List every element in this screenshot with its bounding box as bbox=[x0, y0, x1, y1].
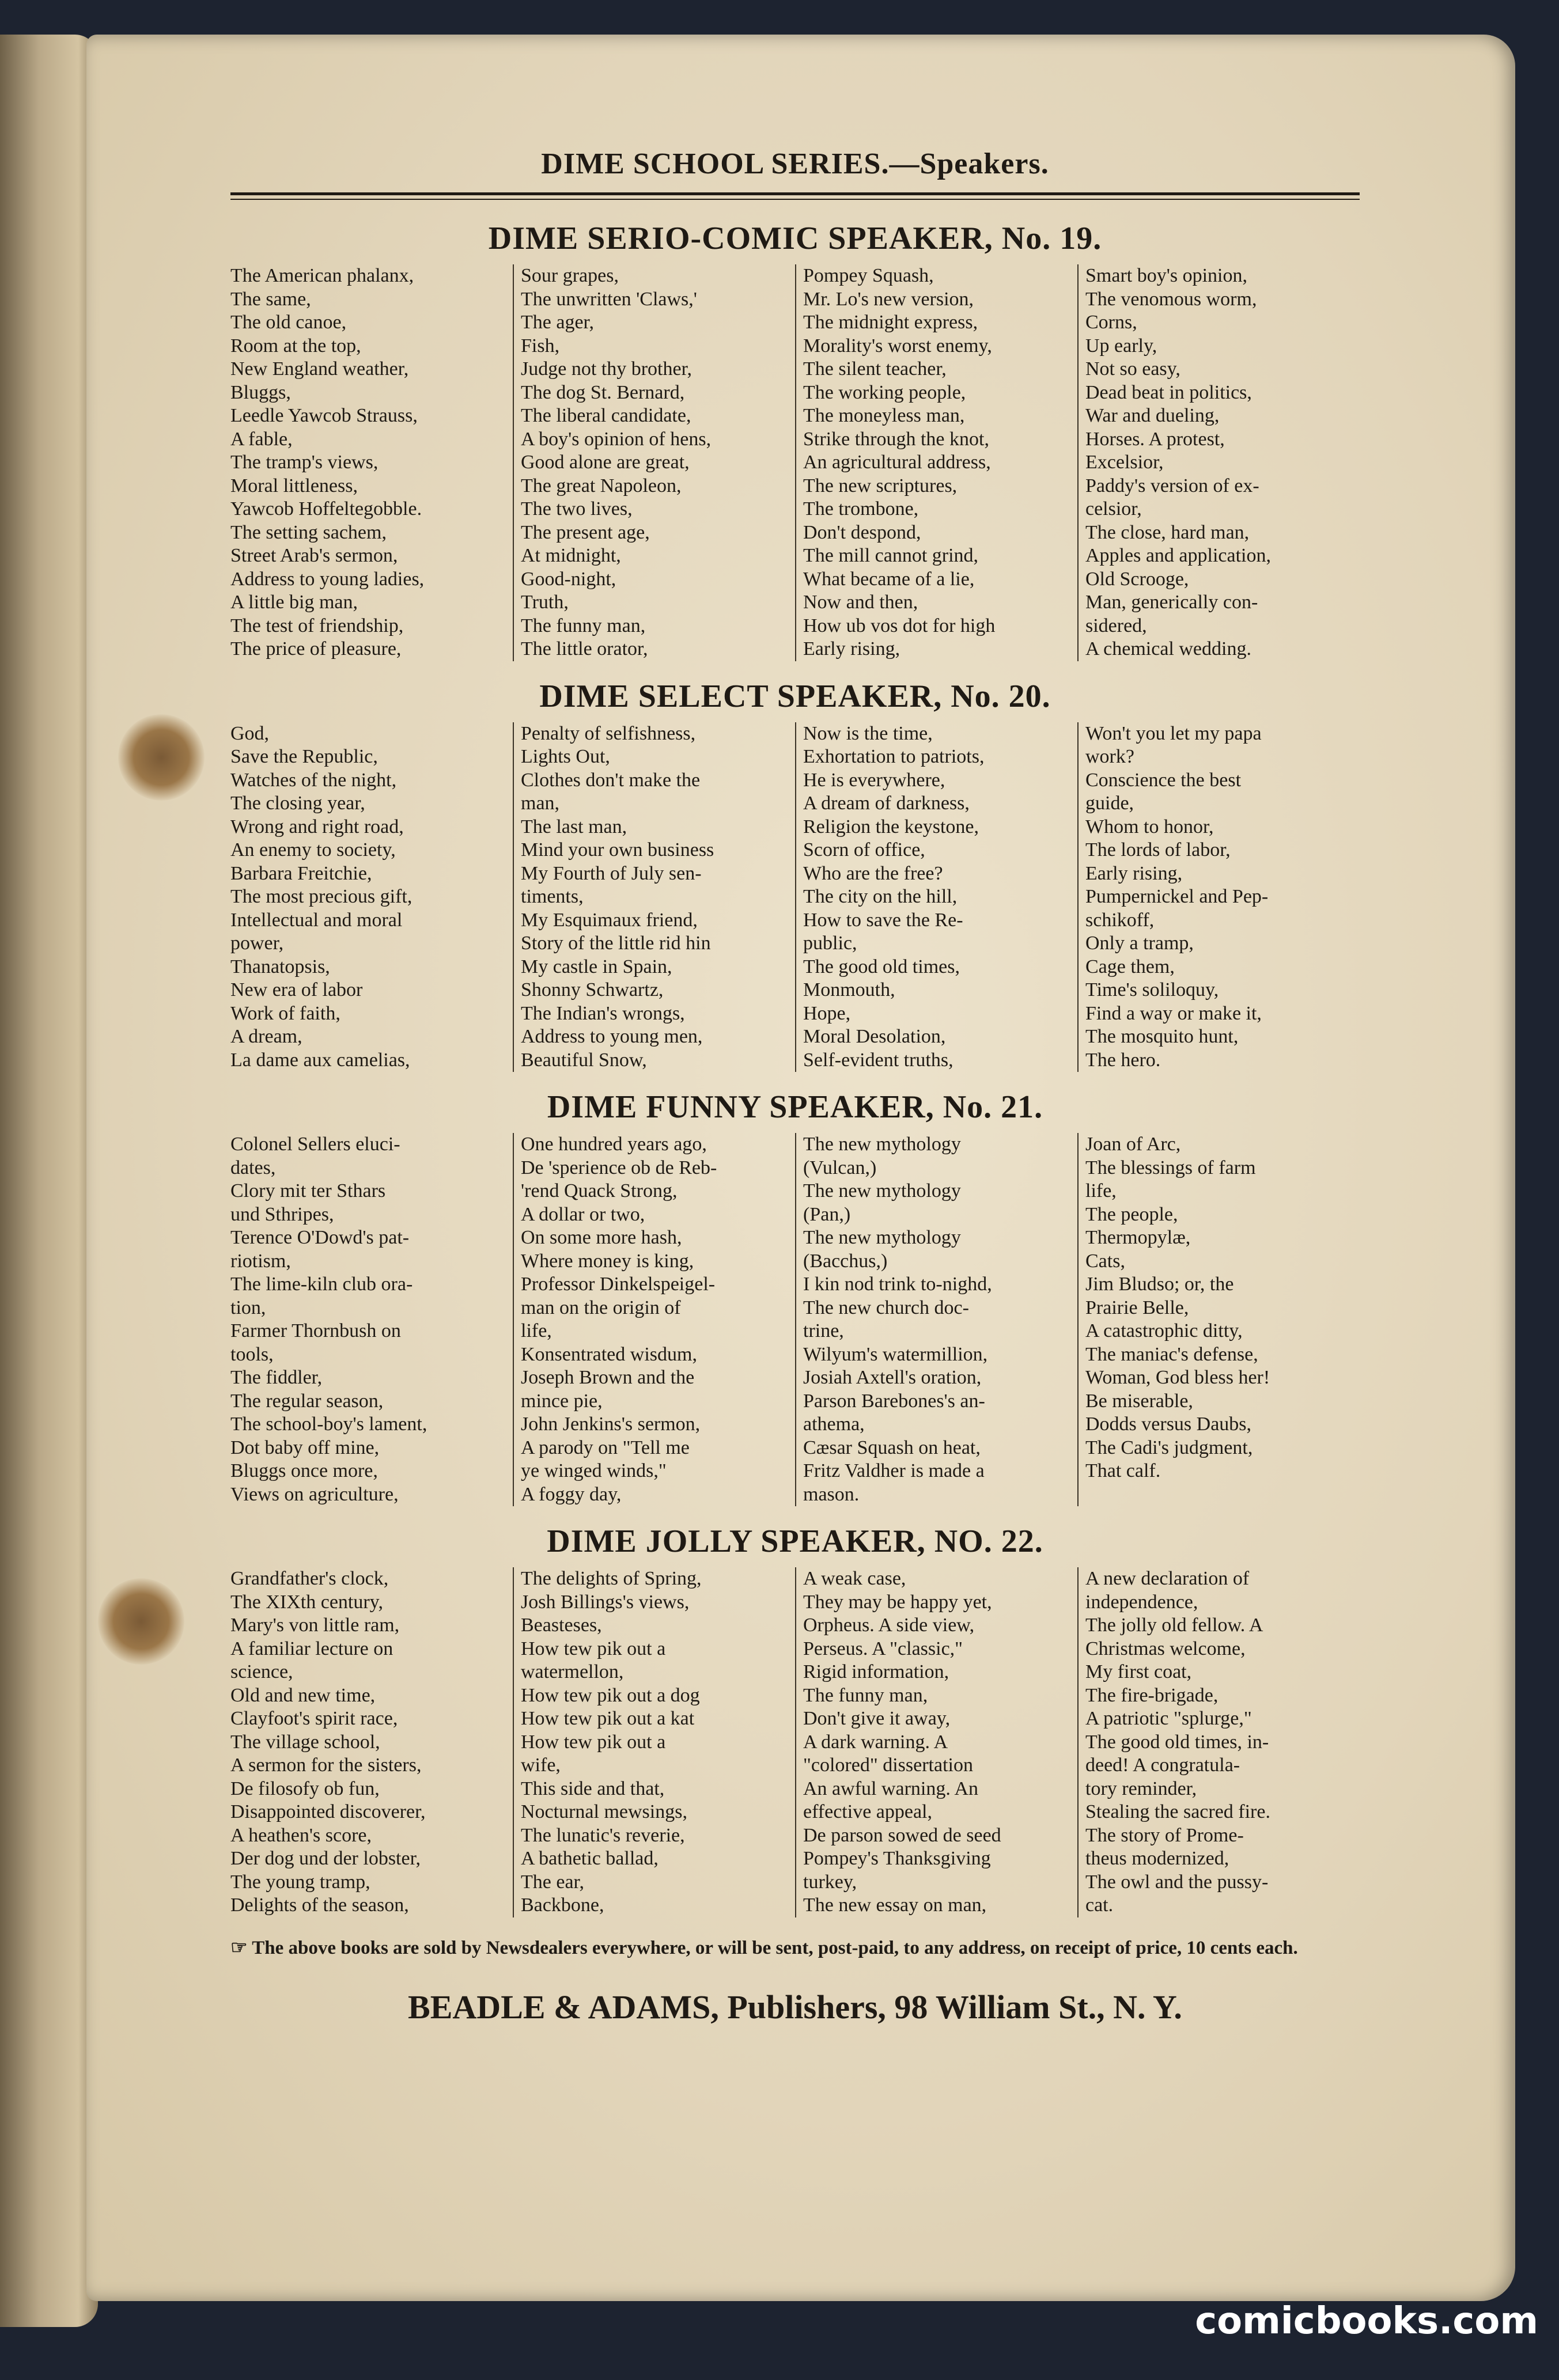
contents-entry: The mosquito hunt, bbox=[1085, 1026, 1239, 1047]
contents-entry: Early rising, bbox=[1085, 862, 1183, 884]
series-header: DIME SCHOOL SERIES.—Speakers. bbox=[541, 147, 1049, 180]
contents-entry: Clayfoot's spirit race, bbox=[230, 1708, 398, 1729]
contents-entry: The trombone, bbox=[803, 498, 919, 520]
contents-entry: Colonel Sellers eluci- bbox=[230, 1134, 400, 1155]
contents-entry: cat. bbox=[1085, 1894, 1114, 1916]
contents-entry: athema, bbox=[803, 1413, 865, 1435]
contents-entry: Good alone are great, bbox=[521, 452, 690, 473]
contents-entry: My castle in Spain, bbox=[521, 956, 672, 977]
contents-entry: Moral littleness, bbox=[230, 475, 358, 497]
contents-entry: Mind your own business bbox=[521, 839, 714, 861]
contents-entry: The American phalanx, bbox=[230, 265, 414, 286]
contents-entry: mason. bbox=[803, 1483, 860, 1505]
contents-entry: A heathen's score, bbox=[230, 1824, 372, 1846]
contents-entry: Find a way or make it, bbox=[1085, 1002, 1262, 1024]
contents-entry: A foggy day, bbox=[521, 1483, 622, 1505]
contents-entry: God, bbox=[230, 722, 270, 744]
contents-entry: How tew pik out a bbox=[521, 1731, 666, 1753]
contents-entry: Josiah Axtell's oration, bbox=[803, 1367, 982, 1388]
contents-entry: That calf. bbox=[1085, 1460, 1161, 1481]
contents-entry: Perseus. A "classic," bbox=[803, 1638, 963, 1659]
contents-entry: The venomous worm, bbox=[1085, 288, 1257, 310]
contents-entry: Dodds versus Daubs, bbox=[1085, 1413, 1252, 1435]
contents-entry: The hero. bbox=[1085, 1049, 1161, 1071]
contents-entry: The young tramp, bbox=[230, 1871, 370, 1893]
contents-entry: Moral Desolation, bbox=[803, 1026, 946, 1047]
contents-entry: The working people, bbox=[803, 381, 966, 403]
contents-entry: The new mythology bbox=[803, 1180, 961, 1202]
contents-entry: The regular season, bbox=[230, 1390, 384, 1412]
contents-entry: The ager, bbox=[521, 312, 595, 333]
contents-entry: Dot baby off mine, bbox=[230, 1437, 380, 1458]
contents-columns bbox=[230, 722, 1360, 1072]
contents-entry: "colored" dissertation bbox=[803, 1754, 973, 1776]
contents-entry: Not so easy, bbox=[1085, 358, 1180, 380]
contents-entry: Sour grapes, bbox=[521, 265, 619, 286]
contents-entry: Der dog und der lobster, bbox=[230, 1848, 421, 1869]
contents-entry: Thermopylæ, bbox=[1085, 1227, 1191, 1248]
contents-entry: Shonny Schwartz, bbox=[521, 979, 664, 1000]
contents-entry: A dream, bbox=[230, 1026, 302, 1047]
contents-entry: The little orator, bbox=[521, 638, 648, 660]
contents-entry: tion, bbox=[230, 1297, 266, 1318]
contents-entry: Good-night, bbox=[521, 568, 616, 590]
contents-entry: independence, bbox=[1085, 1591, 1198, 1613]
contents-entry: The midnight express, bbox=[803, 312, 978, 333]
contents-column bbox=[513, 1133, 795, 1506]
contents-entry: The new church doc- bbox=[803, 1297, 969, 1318]
binding-hole bbox=[98, 1578, 184, 1665]
contents-entry: The new scriptures, bbox=[803, 475, 958, 497]
section-title: DIME FUNNY SPEAKER, No. 21. bbox=[547, 1089, 1043, 1125]
contents-entry: The tramp's views, bbox=[230, 452, 379, 473]
contents-entry: (Bacchus,) bbox=[803, 1250, 888, 1272]
contents-entry: Delights of the season, bbox=[230, 1894, 409, 1916]
contents-entry: My Esquimaux friend, bbox=[521, 909, 698, 931]
contents-entry: The closing year, bbox=[230, 793, 365, 814]
contents-entry: Fritz Valdher is made a bbox=[803, 1460, 985, 1481]
contents-entry: The owl and the pussy- bbox=[1085, 1871, 1269, 1893]
contents-entry: A familiar lecture on bbox=[230, 1638, 393, 1659]
contents-entry: Joan of Arc, bbox=[1085, 1134, 1181, 1155]
contents-entry: Woman, God bless her! bbox=[1085, 1367, 1270, 1388]
contents-entry: They may be happy yet, bbox=[803, 1591, 992, 1613]
contents-entry: Address to young ladies, bbox=[230, 568, 425, 590]
contents-entry: The funny man, bbox=[803, 1684, 928, 1706]
contents-entry: Man, generically con- bbox=[1085, 592, 1258, 613]
contents-entry: watermellon, bbox=[521, 1661, 624, 1682]
contents-entry: The setting sachem, bbox=[230, 521, 387, 543]
contents-entry: Cats, bbox=[1085, 1250, 1125, 1272]
contents-entry: The delights of Spring, bbox=[521, 1568, 702, 1589]
contents-entry: Cæsar Squash on heat, bbox=[803, 1437, 981, 1458]
contents-entry: New England weather, bbox=[230, 358, 409, 380]
contents-entry: La dame aux camelias, bbox=[230, 1049, 410, 1071]
contents-entry: The silent teacher, bbox=[803, 358, 947, 380]
speaker-section bbox=[230, 670, 1360, 1072]
contents-entry: dates, bbox=[230, 1157, 276, 1178]
contents-entry: Yawcob Hoffeltegobble. bbox=[230, 498, 422, 520]
contents-entry: Apples and application, bbox=[1085, 545, 1271, 566]
contents-entry: timents, bbox=[521, 886, 584, 907]
contents-entry: How tew pik out a kat bbox=[521, 1708, 695, 1729]
contents-column bbox=[795, 722, 1077, 1072]
contents-entry: man on the origin of bbox=[521, 1297, 681, 1318]
contents-entry: Hope, bbox=[803, 1002, 851, 1024]
contents-column bbox=[513, 1567, 795, 1917]
contents-entry: Old and new time, bbox=[230, 1684, 376, 1706]
header-rule bbox=[230, 192, 1360, 200]
contents-entry: Early rising, bbox=[803, 638, 900, 660]
contents-entry: Horses. A protest, bbox=[1085, 428, 1225, 450]
contents-entry: Pompey Squash, bbox=[803, 265, 934, 286]
contents-entry: Beautiful Snow, bbox=[521, 1049, 647, 1071]
contents-entry: Watches of the night, bbox=[230, 769, 397, 791]
contents-entry: Exhortation to patriots, bbox=[803, 746, 985, 767]
contents-entry: An agricultural address, bbox=[803, 452, 991, 473]
contents-entry: tory reminder, bbox=[1085, 1778, 1197, 1799]
contents-entry: Paddy's version of ex- bbox=[1085, 475, 1259, 497]
footer-note: ☞ The above books are sold by Newsdealers everywhere, or will be sent, post-paid, to any address, on receipt of price, 10 cents each. bbox=[230, 1937, 1298, 1958]
contents-entry: effective appeal, bbox=[803, 1801, 933, 1822]
page-content bbox=[230, 144, 1360, 2091]
contents-entry: The lords of labor, bbox=[1085, 839, 1231, 861]
contents-entry: What became of a lie, bbox=[803, 568, 975, 590]
contents-column bbox=[795, 264, 1077, 661]
contents-entry: Clory mit ter Sthars bbox=[230, 1180, 386, 1202]
contents-entry: celsior, bbox=[1085, 498, 1142, 520]
contents-entry: guide, bbox=[1085, 793, 1134, 814]
contents-entry: Mary's von little ram, bbox=[230, 1615, 400, 1636]
contents-entry: trine, bbox=[803, 1320, 844, 1341]
contents-entry: Stealing the sacred fire. bbox=[1085, 1801, 1270, 1822]
contents-entry: Wrong and right road, bbox=[230, 816, 404, 837]
left-page-edge bbox=[0, 35, 98, 2327]
contents-entry: A new declaration of bbox=[1085, 1568, 1250, 1589]
contents-entry: Address to young men, bbox=[521, 1026, 703, 1047]
contents-entry: Mr. Lo's new version, bbox=[803, 288, 974, 310]
contents-entry: The city on the hill, bbox=[803, 886, 958, 907]
contents-entry: Rigid information, bbox=[803, 1661, 949, 1682]
contents-entry: ye winged winds," bbox=[521, 1460, 667, 1481]
speaker-section bbox=[230, 1515, 1360, 1917]
contents-entry: mince pie, bbox=[521, 1390, 603, 1412]
contents-column bbox=[795, 1567, 1077, 1917]
speaker-section bbox=[230, 213, 1360, 661]
contents-entry: tools, bbox=[230, 1343, 274, 1365]
contents-entry: The test of friendship, bbox=[230, 615, 404, 636]
contents-entry: How tew pik out a bbox=[521, 1638, 666, 1659]
contents-entry: Nocturnal mewsings, bbox=[521, 1801, 687, 1822]
contents-entry: Beasteses, bbox=[521, 1615, 602, 1636]
contents-entry: The school-boy's lament, bbox=[230, 1413, 427, 1435]
contents-entry: The most precious gift, bbox=[230, 886, 413, 907]
contents-entry: The lunatic's reverie, bbox=[521, 1824, 685, 1846]
contents-entry: Penalty of selfishness, bbox=[521, 722, 696, 744]
contents-entry: The great Napoleon, bbox=[521, 475, 682, 497]
contents-entry: My Fourth of July sen- bbox=[521, 862, 702, 884]
contents-entry: Room at the top, bbox=[230, 335, 361, 357]
contents-entry: Truth, bbox=[521, 592, 569, 613]
contents-entry: Don't give it away, bbox=[803, 1708, 951, 1729]
section-title: DIME SERIO-COMIC SPEAKER, No. 19. bbox=[488, 221, 1102, 256]
contents-entry: Bluggs, bbox=[230, 381, 291, 403]
contents-entry: Morality's worst enemy, bbox=[803, 335, 992, 357]
contents-entry: Strike through the knot, bbox=[803, 428, 989, 450]
contents-entry: An awful warning. An bbox=[803, 1778, 979, 1799]
contents-entry: A sermon for the sisters, bbox=[230, 1754, 422, 1776]
contents-entry: The new essay on man, bbox=[803, 1894, 987, 1916]
contents-entry: A dollar or two, bbox=[521, 1203, 645, 1225]
contents-entry: The liberal candidate, bbox=[521, 405, 691, 426]
contents-entry: Save the Republic, bbox=[230, 746, 378, 767]
contents-entry: The unwritten 'Claws,' bbox=[521, 288, 697, 310]
contents-entry: Dead beat in politics, bbox=[1085, 381, 1252, 403]
contents-entry: Only a tramp, bbox=[1085, 933, 1194, 954]
contents-entry: und Sthripes, bbox=[230, 1203, 334, 1225]
contents-entry: A bathetic ballad, bbox=[521, 1848, 659, 1869]
contents-column bbox=[1077, 1567, 1360, 1917]
contents-entry: Judge not thy brother, bbox=[521, 358, 693, 380]
contents-entry: Whom to honor, bbox=[1085, 816, 1214, 837]
contents-entry: He is everywhere, bbox=[803, 769, 945, 791]
contents-entry: De parson sowed de seed bbox=[803, 1824, 1001, 1846]
contents-entry: riotism, bbox=[230, 1250, 291, 1272]
contents-entry: Leedle Yawcob Strauss, bbox=[230, 405, 418, 426]
contents-entry: The story of Prome- bbox=[1085, 1824, 1244, 1846]
contents-entry: Pompey's Thanksgiving bbox=[803, 1848, 991, 1869]
contents-entry: The XIXth century, bbox=[230, 1591, 383, 1613]
contents-entry: power, bbox=[230, 933, 284, 954]
contents-entry: man, bbox=[521, 793, 560, 814]
contents-column bbox=[795, 1133, 1077, 1506]
contents-entry: The two lives, bbox=[521, 498, 633, 520]
contents-entry: 'rend Quack Strong, bbox=[521, 1180, 678, 1202]
speaker-sections bbox=[230, 213, 1360, 1917]
contents-column bbox=[1077, 722, 1360, 1072]
contents-entry: The jolly old fellow. A bbox=[1085, 1615, 1263, 1636]
contents-entry: The moneyless man, bbox=[803, 405, 965, 426]
contents-entry: Intellectual and moral bbox=[230, 909, 403, 931]
contents-entry: Barbara Freitchie, bbox=[230, 862, 372, 884]
contents-entry: New era of labor bbox=[230, 979, 363, 1000]
contents-entry: Disappointed discoverer, bbox=[230, 1801, 426, 1822]
contents-column bbox=[1077, 1133, 1360, 1506]
contents-entry: Conscience the best bbox=[1085, 769, 1242, 791]
contents-entry: A fable, bbox=[230, 428, 293, 450]
contents-entry: life, bbox=[521, 1320, 552, 1341]
binding-hole bbox=[118, 714, 205, 801]
section-title: DIME SELECT SPEAKER, No. 20. bbox=[539, 678, 1051, 714]
contents-entry: Scorn of office, bbox=[803, 839, 925, 861]
contents-entry: The new mythology bbox=[803, 1227, 961, 1248]
contents-entry: A parody on "Tell me bbox=[521, 1437, 690, 1458]
contents-entry: Pumpernickel and Pep- bbox=[1085, 886, 1269, 907]
contents-entry: wife, bbox=[521, 1754, 561, 1776]
contents-entry: Now is the time, bbox=[803, 722, 933, 744]
contents-columns bbox=[230, 1133, 1360, 1506]
contents-entry: Time's soliloquy, bbox=[1085, 979, 1219, 1000]
contents-entry: A dark warning. A bbox=[803, 1731, 948, 1753]
speaker-section bbox=[230, 1081, 1360, 1506]
contents-entry: Story of the little rid hin bbox=[521, 933, 711, 954]
contents-entry: A dream of darkness, bbox=[803, 793, 970, 814]
contents-entry: War and dueling, bbox=[1085, 405, 1220, 426]
contents-entry: Christmas welcome, bbox=[1085, 1638, 1246, 1659]
contents-entry: The village school, bbox=[230, 1731, 380, 1753]
contents-entry: The fire-brigade, bbox=[1085, 1684, 1219, 1706]
contents-column bbox=[230, 1133, 513, 1506]
contents-entry: work? bbox=[1085, 746, 1134, 767]
contents-entry: An enemy to society, bbox=[230, 839, 396, 861]
contents-entry: The people, bbox=[1085, 1203, 1178, 1225]
contents-entry: The price of pleasure, bbox=[230, 638, 402, 660]
contents-entry: De 'sperience ob de Reb- bbox=[521, 1157, 717, 1178]
contents-entry: Excelsior, bbox=[1085, 452, 1164, 473]
contents-entry: The good old times, in- bbox=[1085, 1731, 1269, 1753]
contents-entry: How ub vos dot for high bbox=[803, 615, 996, 636]
contents-entry: Clothes don't make the bbox=[521, 769, 701, 791]
contents-entry: My first coat, bbox=[1085, 1661, 1192, 1682]
contents-entry: Jim Bludso; or, the bbox=[1085, 1274, 1234, 1295]
contents-columns bbox=[230, 1567, 1360, 1917]
contents-entry: The lime-kiln club ora- bbox=[230, 1274, 413, 1295]
contents-entry: public, bbox=[803, 933, 857, 954]
contents-entry: Views on agriculture, bbox=[230, 1483, 399, 1505]
contents-entry: Old Scrooge, bbox=[1085, 568, 1189, 590]
contents-entry: Parson Barebones's an- bbox=[803, 1390, 985, 1412]
contents-entry: Now and then, bbox=[803, 592, 918, 613]
contents-entry: Be miserable, bbox=[1085, 1390, 1193, 1412]
contents-entry: The present age, bbox=[521, 521, 650, 543]
contents-entry: sidered, bbox=[1085, 615, 1147, 636]
contents-entry: Up early, bbox=[1085, 335, 1157, 357]
contents-entry: Lights Out, bbox=[521, 746, 610, 767]
contents-entry: Self-evident truths, bbox=[803, 1049, 953, 1071]
contents-entry: Orpheus. A side view, bbox=[803, 1615, 975, 1636]
contents-entry: Terence O'Dowd's pat- bbox=[230, 1227, 410, 1248]
contents-entry: The Cadi's judgment, bbox=[1085, 1437, 1253, 1458]
contents-entry: Joseph Brown and the bbox=[521, 1367, 695, 1388]
contents-entry: A boy's opinion of hens, bbox=[521, 428, 712, 450]
contents-entry: How to save the Re- bbox=[803, 909, 963, 931]
contents-entry: At midnight, bbox=[521, 545, 621, 566]
contents-entry: Grandfather's clock, bbox=[230, 1568, 389, 1589]
contents-entry: Backbone, bbox=[521, 1894, 604, 1916]
contents-entry: Don't despond, bbox=[803, 521, 921, 543]
contents-entry: The old canoe, bbox=[230, 312, 347, 333]
contents-column bbox=[230, 264, 513, 661]
section-title: DIME JOLLY SPEAKER, NO. 22. bbox=[547, 1523, 1043, 1559]
contents-entry: Bluggs once more, bbox=[230, 1460, 378, 1481]
contents-entry: The same, bbox=[230, 288, 311, 310]
contents-entry: The good old times, bbox=[803, 956, 960, 977]
contents-entry: The last man, bbox=[521, 816, 627, 837]
contents-entry: Monmouth, bbox=[803, 979, 895, 1000]
contents-entry: Work of faith, bbox=[230, 1002, 340, 1024]
contents-entry: The Indian's wrongs, bbox=[521, 1002, 685, 1024]
contents-columns bbox=[230, 264, 1360, 661]
contents-entry: schikoff, bbox=[1085, 909, 1155, 931]
contents-entry: Who are the free? bbox=[803, 862, 943, 884]
contents-entry: Cage them, bbox=[1085, 956, 1175, 977]
contents-entry: Won't you let my papa bbox=[1085, 722, 1262, 744]
contents-entry: Prairie Belle, bbox=[1085, 1297, 1189, 1318]
contents-entry: Corns, bbox=[1085, 312, 1137, 333]
contents-entry: theus modernized, bbox=[1085, 1848, 1229, 1869]
contents-column bbox=[1077, 264, 1360, 661]
publisher-imprint: BEADLE & ADAMS, Publishers, 98 William St., N. Y. bbox=[408, 1988, 1182, 2026]
contents-entry: science, bbox=[230, 1661, 293, 1682]
contents-entry: The mill cannot grind, bbox=[803, 545, 979, 566]
contents-entry: Farmer Thornbush on bbox=[230, 1320, 401, 1341]
contents-entry: The new mythology bbox=[803, 1134, 961, 1155]
contents-entry: On some more hash, bbox=[521, 1227, 682, 1248]
contents-entry: Josh Billings's views, bbox=[521, 1591, 690, 1613]
contents-entry: A little big man, bbox=[230, 592, 358, 613]
watermark: comicbooks.com bbox=[1195, 2300, 1538, 2343]
contents-entry: One hundred years ago, bbox=[521, 1134, 707, 1155]
contents-entry: The close, hard man, bbox=[1085, 521, 1250, 543]
contents-entry: (Pan,) bbox=[803, 1203, 851, 1225]
contents-entry: John Jenkins's sermon, bbox=[521, 1413, 701, 1435]
contents-entry: Fish, bbox=[521, 335, 560, 357]
contents-entry: A weak case, bbox=[803, 1568, 906, 1589]
contents-entry: The ear, bbox=[521, 1871, 585, 1893]
contents-entry: Smart boy's opinion, bbox=[1085, 265, 1247, 286]
contents-entry: A catastrophic ditty, bbox=[1085, 1320, 1243, 1341]
contents-column bbox=[513, 722, 795, 1072]
contents-column bbox=[230, 722, 513, 1072]
contents-entry: De filosofy ob fun, bbox=[230, 1778, 380, 1799]
contents-entry: How tew pik out a dog bbox=[521, 1684, 700, 1706]
contents-entry: Konsentrated wisdum, bbox=[521, 1343, 697, 1365]
contents-entry: A patriotic "splurge," bbox=[1085, 1708, 1252, 1729]
contents-entry: Where money is king, bbox=[521, 1250, 694, 1272]
contents-entry: The dog St. Bernard, bbox=[521, 381, 685, 403]
contents-entry: I kin nod trink to-nighd, bbox=[803, 1274, 992, 1295]
contents-entry: The funny man, bbox=[521, 615, 646, 636]
contents-entry: Street Arab's sermon, bbox=[230, 545, 398, 566]
contents-column bbox=[230, 1567, 513, 1917]
contents-entry: deed! A congratula- bbox=[1085, 1754, 1240, 1776]
contents-entry: The blessings of farm bbox=[1085, 1157, 1256, 1178]
contents-entry: Religion the keystone, bbox=[803, 816, 979, 837]
contents-entry: The maniac's defense, bbox=[1085, 1343, 1258, 1365]
contents-entry: turkey, bbox=[803, 1871, 857, 1893]
contents-entry: Thanatopsis, bbox=[230, 956, 330, 977]
contents-entry: life, bbox=[1085, 1180, 1117, 1202]
contents-entry: This side and that, bbox=[521, 1778, 665, 1799]
contents-entry: Professor Dinkelspeigel- bbox=[521, 1274, 716, 1295]
contents-entry: Wilyum's watermillion, bbox=[803, 1343, 988, 1365]
contents-column bbox=[513, 264, 795, 661]
contents-entry: (Vulcan,) bbox=[803, 1157, 877, 1178]
contents-entry: A chemical wedding. bbox=[1085, 638, 1251, 660]
contents-entry: The fiddler, bbox=[230, 1367, 323, 1388]
